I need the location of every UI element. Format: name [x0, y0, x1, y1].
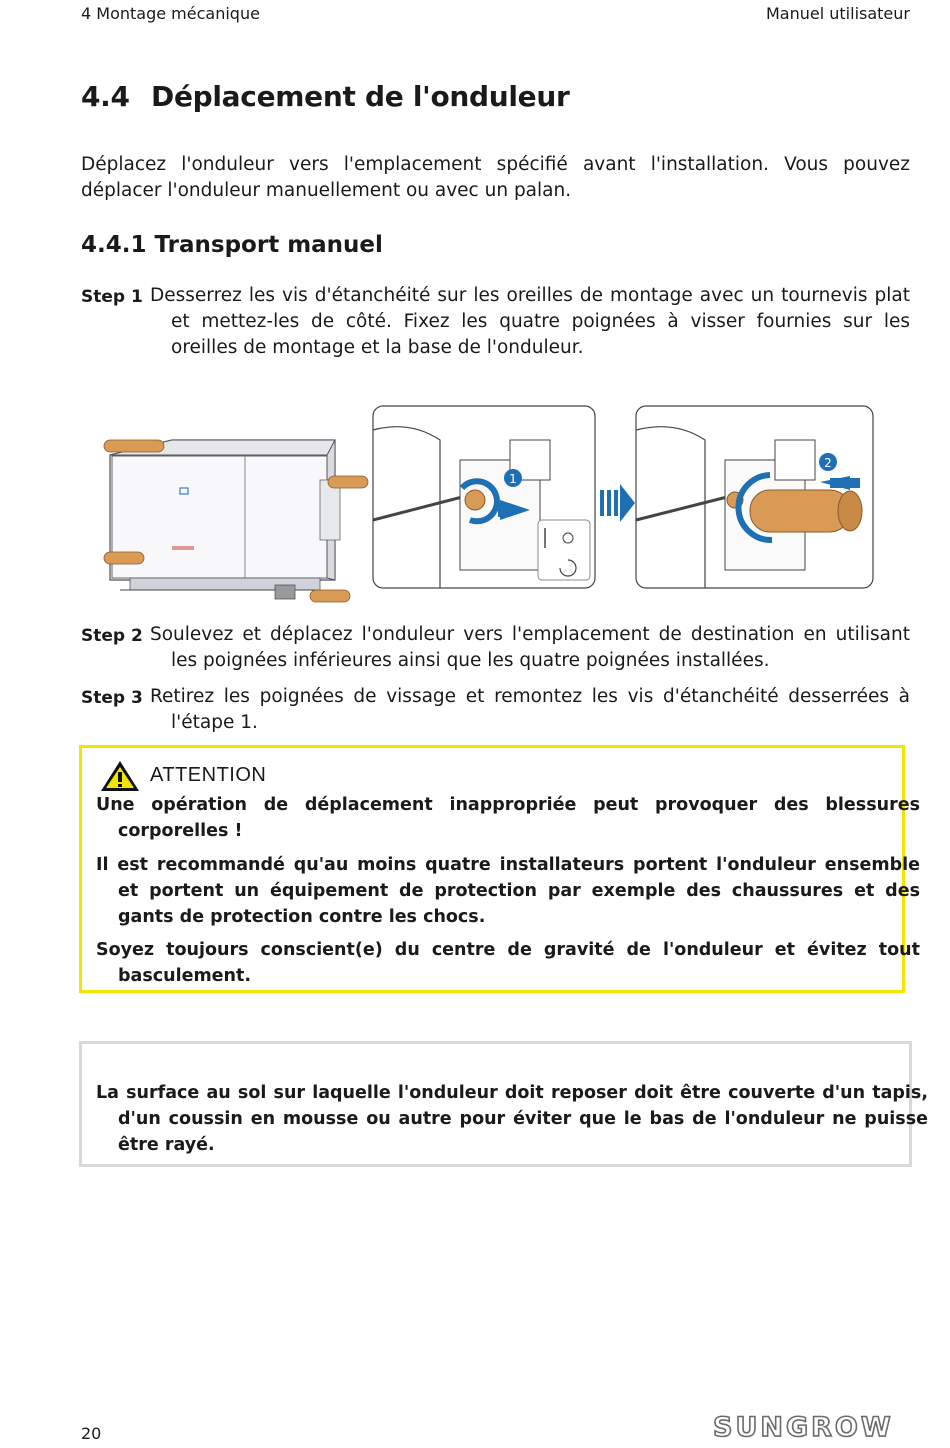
step-2 — [81, 622, 910, 674]
header-section-label: 4 Montage mécanique — [81, 4, 260, 23]
step-3 — [81, 684, 910, 736]
attention-item: Il est recommandé qu'au moins quatre installateurs portent l'onduleur ensemble et portent un équipement de protection par exemple des chaussures et des gants de protection contre les chocs. — [96, 855, 920, 927]
note-text: La surface au sol sur laquelle l'onduleur doit reposer doit être couverte d'un tapis, d'un coussin en mousse ou autre pour éviter que le bas de l'onduleur ne puisse être rayé. — [96, 1083, 928, 1155]
attention-item: Une opération de déplacement inappropriée peut provoquer des blessures corporelles ! — [96, 795, 920, 841]
detail-panel-unscrew — [373, 406, 595, 588]
note-box — [79, 1041, 928, 1167]
callout-2-label: 2 — [824, 456, 832, 470]
warning-icon — [100, 760, 140, 792]
subsection-title: 4.4.1 Transport manuel — [81, 232, 383, 258]
callout-1-label: 1 — [509, 472, 517, 486]
page-number: 20 — [81, 1424, 102, 1443]
step-1 — [81, 283, 910, 361]
detail-panel-install-handle — [636, 406, 873, 588]
intro-paragraph: Déplacez l'onduleur vers l'emplacement spécifié avant l'installation. Vous pouvez déplacer l'onduleur manuellement ou avec un palan. — [81, 154, 910, 201]
step-text: Soulevez et déplacez l'onduleur vers l'emplacement de destination en utilisant les poignées inférieures ainsi que les quatre poignées installées. — [150, 624, 910, 671]
header-manual-label: Manuel utilisateur — [766, 4, 910, 23]
step-text: Desserrez les vis d'étanchéité sur les oreilles de montage avec un tournevis plat et mettez-les de côté. Fixez les quatre poignées à visser fournies sur les oreilles de montage et la base de l'onduleur. — [150, 285, 910, 358]
section-number: 4.4 — [81, 80, 130, 113]
step-text: Retirez les poignées de vissage et remontez les vis d'étanchéité desserrées à l'étape 1. — [150, 686, 910, 733]
sequence-arrow-icon — [600, 484, 635, 522]
attention-title: ATTENTION — [150, 764, 267, 786]
step-label: Step 2 — [81, 626, 143, 646]
logo-wordmark: SUNGROW — [713, 1412, 894, 1440]
section-title — [81, 80, 570, 113]
attention-item: Soyez toujours conscient(e) du centre de gravité de l'onduleur et évitez tout basculement. — [96, 940, 920, 986]
step-label: Step 1 — [81, 287, 143, 307]
sungrow-logo — [713, 1410, 911, 1440]
attention-header — [100, 760, 267, 792]
section-title-text: Déplacement de l'onduleur — [151, 80, 570, 113]
figure-handle-installation — [90, 400, 880, 620]
step-label: Step 3 — [81, 688, 143, 708]
attention-box — [79, 745, 920, 993]
inverter-illustration — [104, 440, 368, 602]
